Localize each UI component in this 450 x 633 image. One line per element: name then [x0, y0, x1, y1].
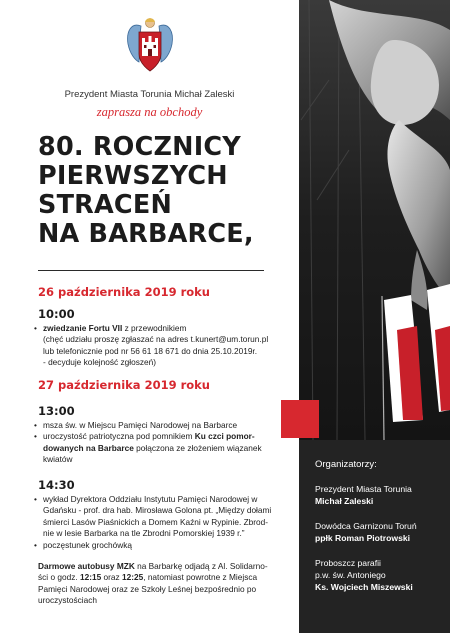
organizer-2-role: Dowódca Garnizonu Toruń: [315, 521, 417, 531]
bus-info: [38, 561, 288, 607]
organizer-3-name: Ks. Wojciech Miszewski: [315, 582, 413, 593]
bus-info-text-2a: ści o godz.: [38, 572, 80, 583]
headline-line-1: 80. ROCZNICY: [38, 132, 241, 162]
bus-info-text-4: uroczystościach: [38, 595, 98, 606]
bus-time-a: 12:15: [79, 572, 102, 583]
bus-info-text-1: na Barbarkę odjadą z Al. Solidarno-: [134, 561, 268, 571]
monument-photo: [299, 0, 450, 440]
organizer-2: [315, 520, 445, 544]
organizer-1-role: Prezydent Miasta Torunia: [315, 484, 412, 494]
ceremony-text: uroczystość patriotyczna pod pomnikiem: [43, 431, 195, 442]
ceremony-text-2: połączona ze złożeniem wiązanek: [133, 442, 262, 453]
organizer-1: [315, 483, 445, 507]
registration-note-1: (chęć udziału proszę zgłaszać na adres t.kunert@um.torun.pl: [43, 334, 269, 345]
list-item: • msza św. w Miejscu Pamięci Narodowej na Barbarce: [32, 420, 290, 431]
lecture-line-4: nie w lesie Barbarka na tle Zbrodni Pomorskiej 1939 r.”: [43, 528, 245, 539]
organizer-1-name: Michał Zaleski: [315, 496, 374, 507]
day1-time: 10:00: [38, 307, 75, 321]
day2-program-morning: [32, 420, 290, 466]
day2-time-2: 14:30: [38, 478, 75, 492]
day1-date: 26 października 2019 roku: [38, 285, 210, 299]
bus-info-bold: Darmowe autobusy MZK: [38, 561, 135, 571]
registration-note-2: lub telefonicznie pod nr 56 61 18 671 do dnia 25.10.2019r.: [43, 345, 258, 356]
ceremony-monument-bold-1: Ku czci pomor-: [194, 431, 255, 442]
day2-date: 27 października 2019 roku: [38, 378, 210, 392]
fort-tour-bold: zwiedzanie Fortu VII: [43, 323, 123, 333]
headline-line-3: STRACEŃ: [38, 190, 173, 220]
bus-info-text-2b: oraz: [101, 572, 122, 583]
organizers-title: Organizatorzy:: [315, 459, 377, 470]
organizer-2-name: ppłk Roman Piotrowski: [315, 533, 411, 544]
headline-line-4: NA BARBARCE,: [38, 219, 254, 249]
bus-time-b: 12:25: [121, 572, 144, 583]
ceremony-monument-bold-2: dowanych na Barbarce: [43, 442, 134, 453]
event-headline: [38, 133, 300, 249]
day1-program: [32, 323, 290, 369]
ceremony-text-3: kwiatów: [43, 454, 73, 465]
day2-program-afternoon: [32, 494, 290, 551]
torun-coat-of-arms-angel-icon: [125, 16, 175, 74]
day2-time-1: 13:00: [38, 404, 75, 418]
headline-divider: [38, 270, 264, 271]
organizer-3-role-1: Proboszcz parafii: [315, 558, 381, 568]
registration-note-3: - decyduje kolejność zgłoszeń): [43, 357, 156, 368]
lecture-line-3: śmierci Lasów Piaśnickich a Domem Kaźni w Rypinie. Zbrod-: [43, 516, 269, 527]
lecture-line-2: Gdańsku - prof. dra hab. Mirosława Golona pt. „Między dołami: [43, 505, 272, 516]
invite-line: zaprasza na obchody: [96, 105, 203, 119]
list-item: [32, 323, 290, 334]
bus-info-text-2c: , natomiast powrotne z Miejsca: [143, 572, 258, 583]
list-item: • poczęstunek grochówką: [32, 540, 290, 551]
organizer-3-role-2: p.w. św. Antoniego: [315, 570, 386, 581]
list-item: [32, 494, 290, 540]
inviter-line: Prezydent Miasta Torunia Michał Zaleski: [64, 89, 235, 100]
organizer-3: [315, 557, 445, 594]
lecture-line-1: wykład Dyrektora Oddziału Instytutu Pamięci Narodowej w: [43, 494, 258, 504]
headline-line-2: PIERWSZYCH: [38, 161, 228, 191]
bus-info-text-3: Pamięci Narodowej oraz ze Szkoły Leśnej bezpośrednio po: [38, 583, 257, 594]
list-item: [32, 431, 290, 465]
fort-tour-rest: z przewodnikiem: [122, 323, 187, 333]
